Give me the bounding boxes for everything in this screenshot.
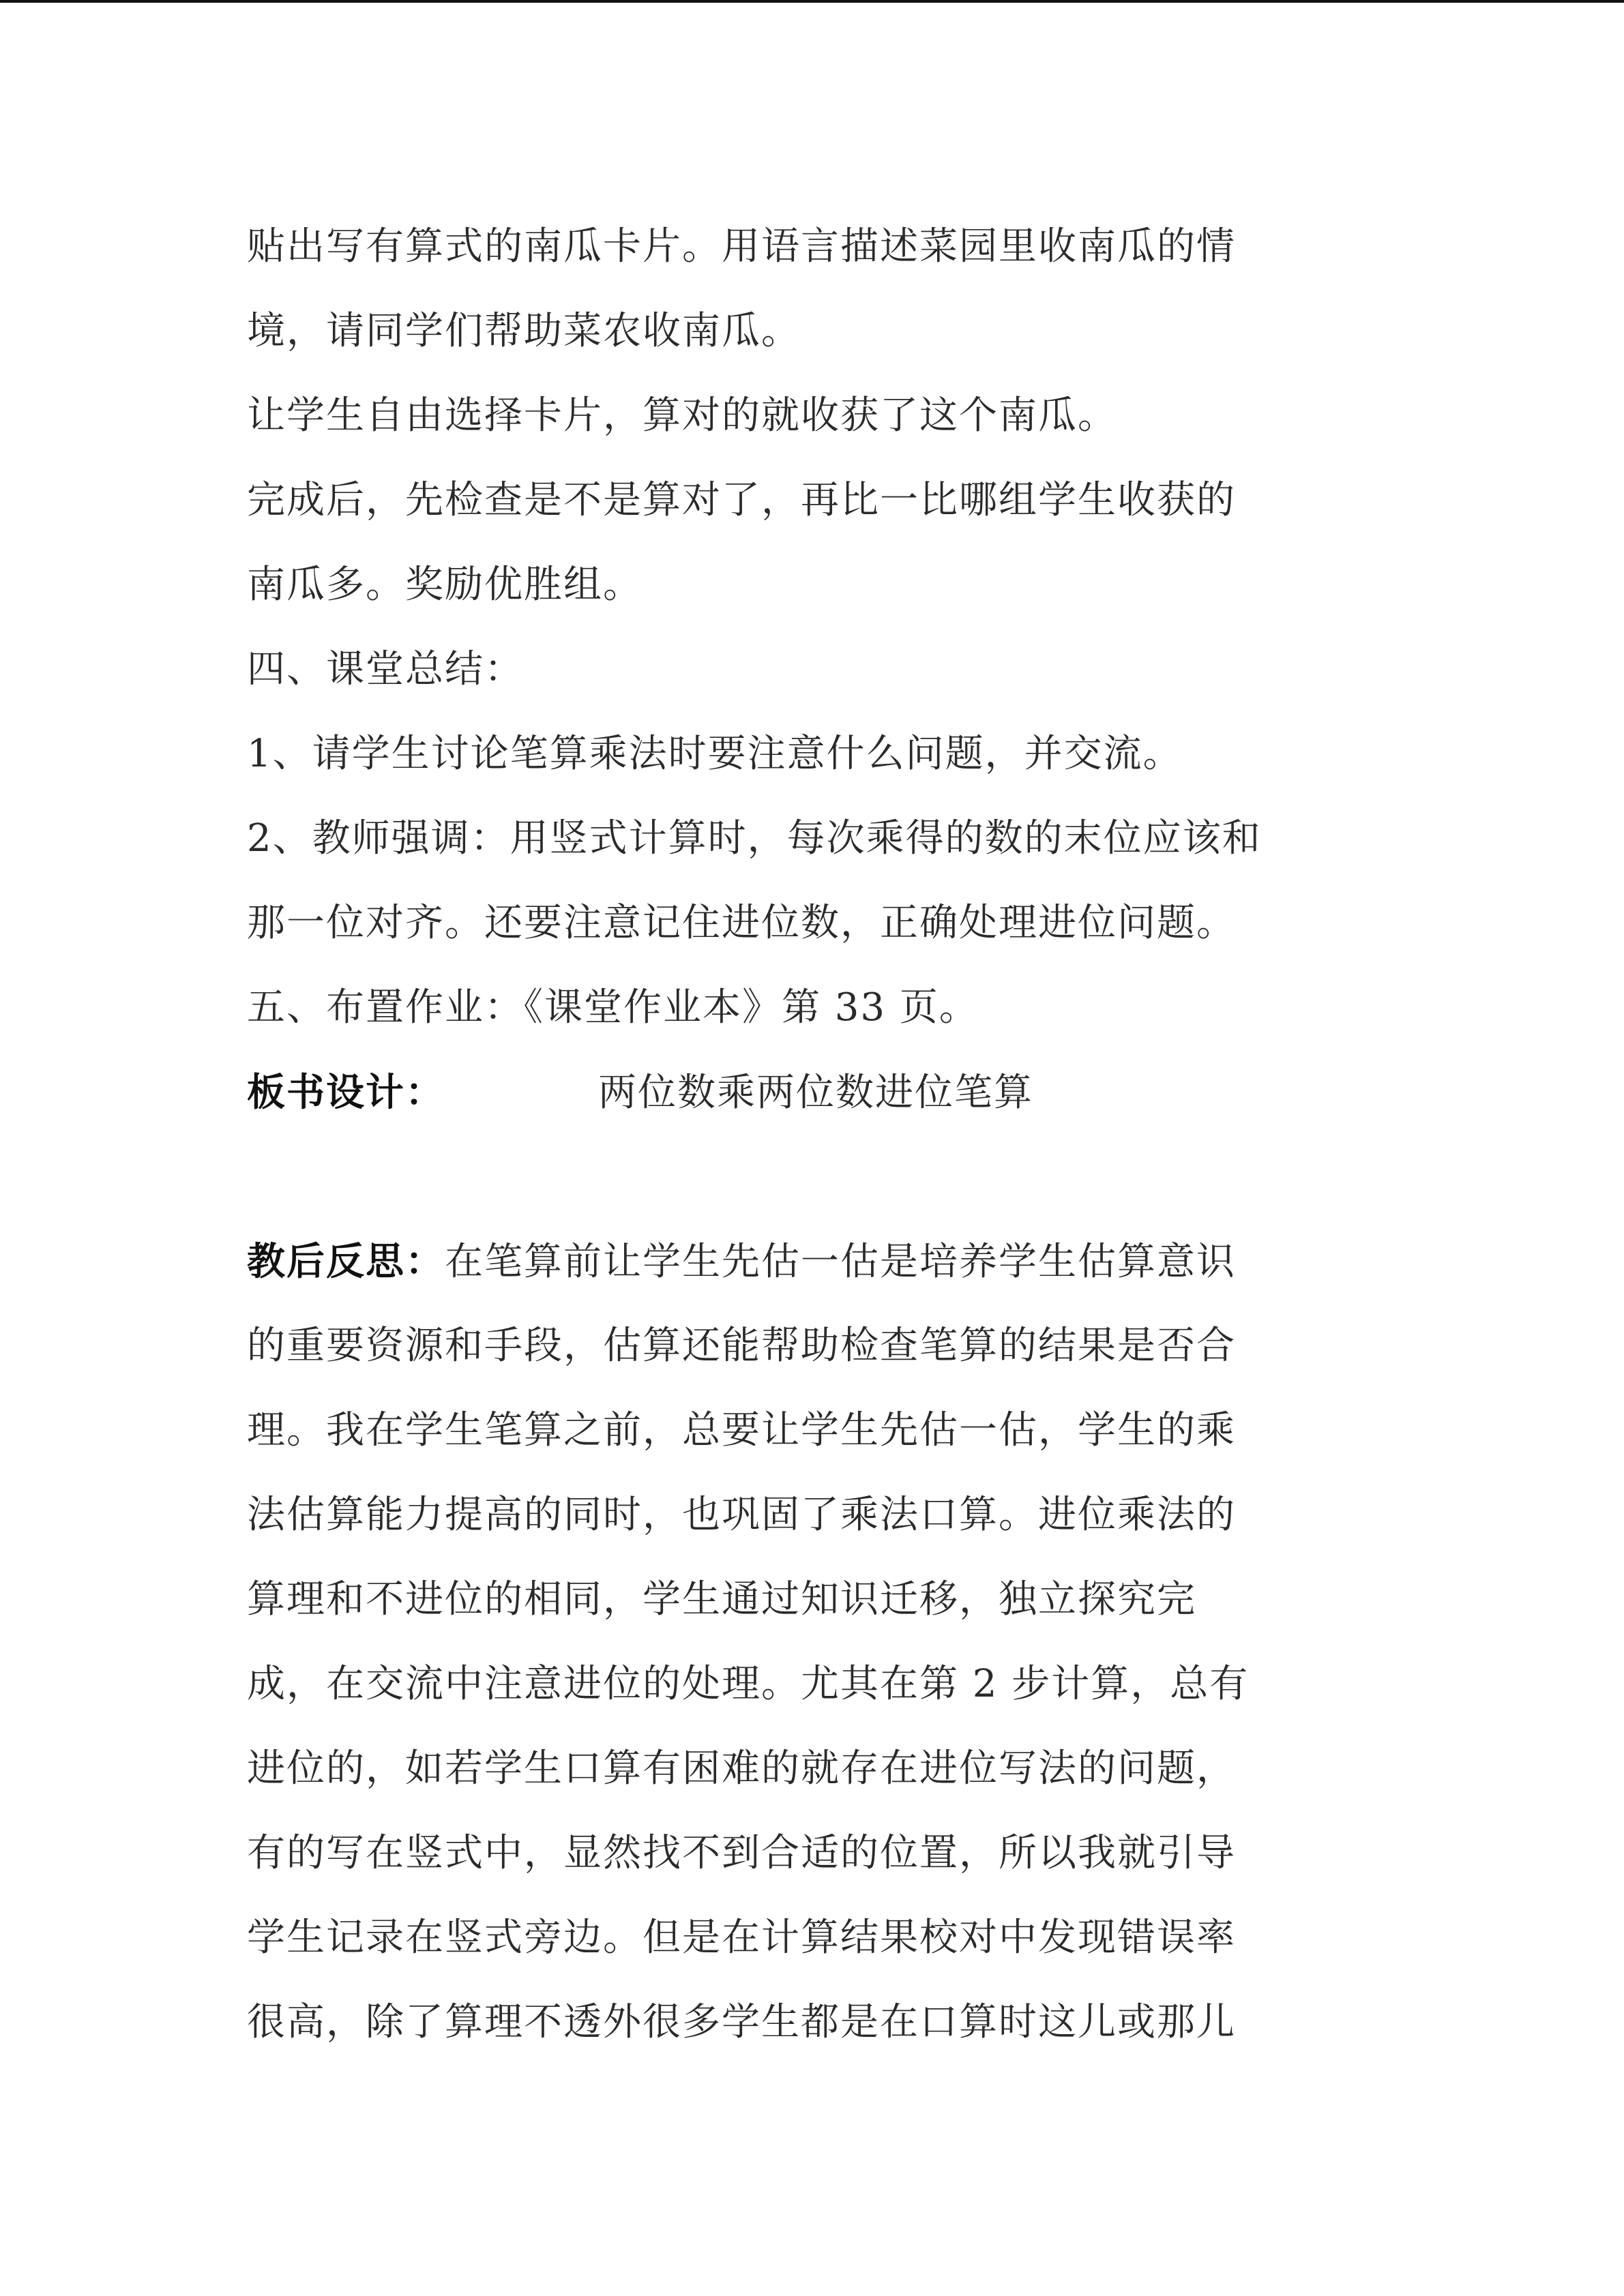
reflection-line: 法估算能力提高的同时，也巩固了乘法口算。进位乘法的	[247, 1493, 1236, 1537]
blank-gap	[247, 1135, 1406, 1219]
reflection-line: 很高，除了算理不透外很多学生都是在口算时这儿或那儿	[247, 2000, 1236, 2044]
document-body	[247, 205, 1406, 2065]
paragraph-line: 境，请同学们帮助菜农收南瓜。	[247, 309, 801, 353]
page-top-border	[0, 0, 1624, 3]
board-design-label: 板书设计：	[247, 1070, 445, 1115]
reflection-line: 学生记录在竖式旁边。但是在计算结果校对中发现错误率	[247, 1915, 1236, 1960]
reflection-line: 算理和不进位的相同，学生通过知识迁移，独立探究完	[247, 1577, 1196, 1622]
paragraph-line: 南瓜多。奖励优胜组。	[247, 563, 643, 607]
section-heading-summary: 四、课堂总结：	[247, 647, 524, 691]
summary-item-2: 2、教师强调：用竖式计算时，每次乘得的数的末位应该和	[247, 816, 1262, 861]
reflection-line: 有的写在竖式中，显然找不到合适的位置，所以我就引导	[247, 1831, 1236, 1875]
section-heading-homework: 五、布置作业：《课堂作业本》第 33 页。	[247, 985, 979, 1030]
paragraph-line: 贴出写有算式的南瓜卡片。用语言描述菜园里收南瓜的情	[247, 224, 1236, 269]
board-design-row	[247, 1050, 1406, 1135]
reflection-line: 进位的，如若学生口算有困难的就存在进位写法的问题，	[247, 1746, 1236, 1791]
board-design-title: 两位数乘两位数进位笔算	[598, 1071, 1033, 1115]
reflection-line: 成，在交流中注意进位的处理。尤其在第 2 步计算，总有	[247, 1662, 1250, 1706]
paragraph-line: 那一位对齐。还要注意记住进位数，正确处理进位问题。	[247, 901, 1236, 945]
reflection-first-line	[247, 1219, 1406, 1304]
reflection-label: 教后反思：	[247, 1239, 445, 1284]
reflection-line: 理。我在学生笔算之前，总要让学生先估一估，学生的乘	[247, 1408, 1236, 1452]
paragraph-line: 让学生自由选择卡片，算对的就收获了这个南瓜。	[247, 393, 1117, 438]
reflection-text: 在笔算前让学生先估一估是培养学生估算意识	[445, 1240, 1236, 1284]
summary-item-1: 1、请学生讨论笔算乘法时要注意什么问题，并交流。	[247, 732, 1183, 776]
paragraph-line: 完成后，先检查是不是算对了，再比一比哪组学生收获的	[247, 478, 1236, 522]
reflection-line: 的重要资源和手段，估算还能帮助检查笔算的结果是否合	[247, 1324, 1236, 1368]
